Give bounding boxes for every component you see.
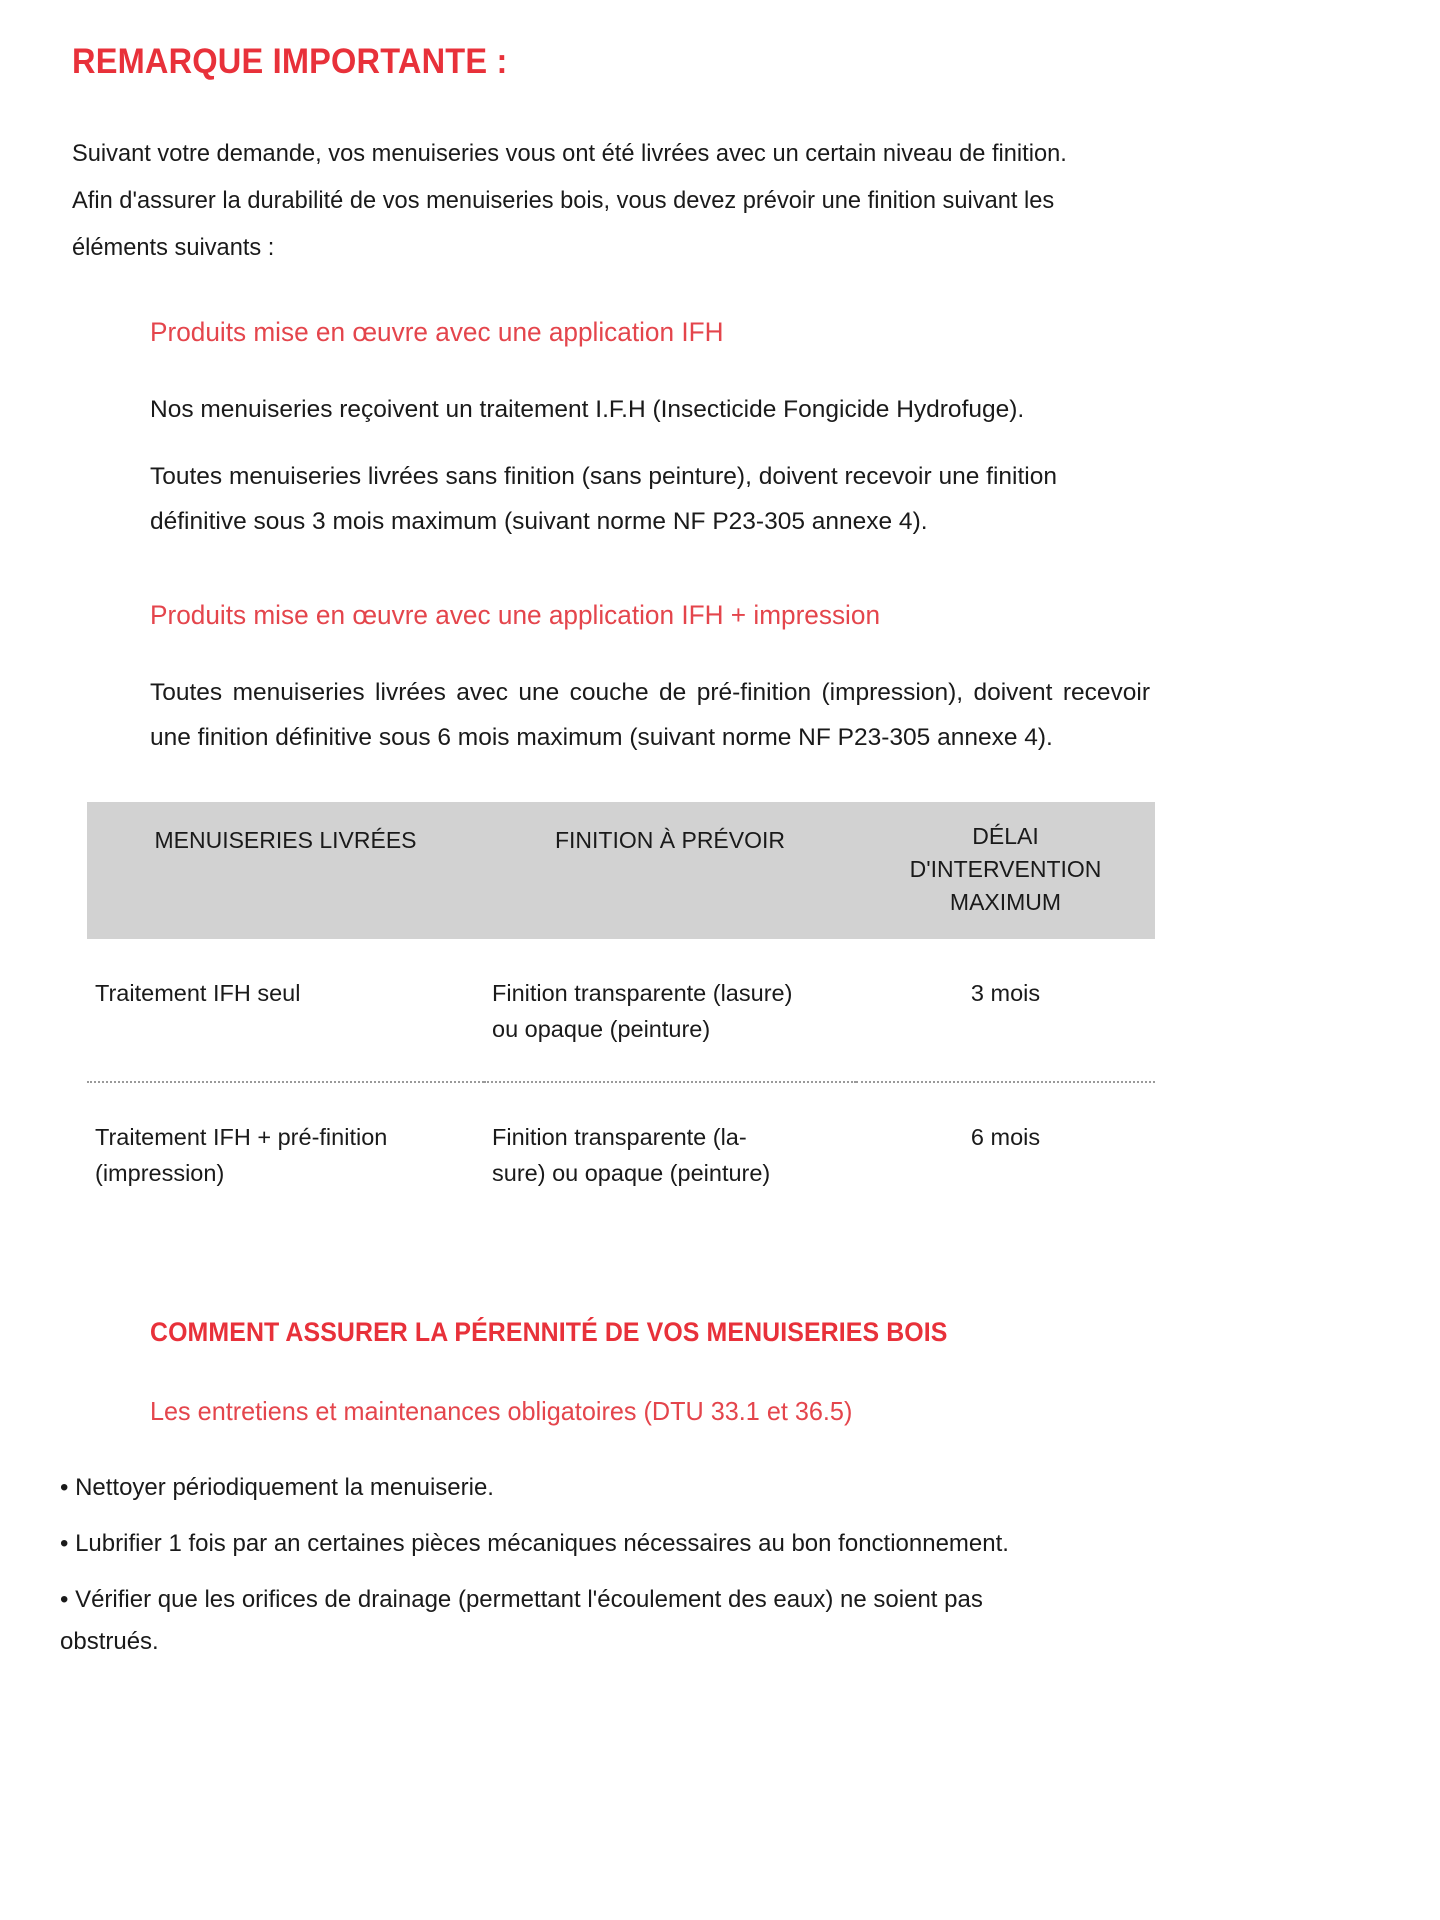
table-row <box>87 939 1155 1082</box>
section-heading-ifh-impression: Produits mise en œuvre avec une application IFH + impression <box>150 600 881 630</box>
section-subheading-entretiens: Les entretiens et maintenances obligatoires (DTU 33.1 et 36.5) <box>150 1396 853 1426</box>
finition-table <box>87 802 1155 1225</box>
list-item: • Nettoyer périodiquement la menuiserie. <box>60 1474 494 1501</box>
maintenance-bullet-list <box>60 1467 1380 1663</box>
page-title: REMARQUE IMPORTANTE : <box>72 42 508 81</box>
table-body <box>87 939 1155 1225</box>
table-header-row <box>87 802 1155 939</box>
section-heading-perennite: COMMENT ASSURER LA PÉRENNITÉ DE VOS MENUISERIES BOIS <box>150 1317 948 1347</box>
cell-menuiseries <box>87 1082 484 1225</box>
list-item: • Lubrifier 1 fois par an certaines pièces mécaniques nécessaires au bon fonctionnement. <box>60 1530 1009 1557</box>
cell-delai <box>856 939 1155 1082</box>
table-row <box>87 1082 1155 1225</box>
column-header-finition <box>484 802 856 939</box>
cell-delai <box>856 1082 1155 1225</box>
cell-menuiseries <box>87 939 484 1082</box>
cell-menuiseries-line1: Traitement IFH + pré-finition <box>95 1124 388 1150</box>
cell-finition-line2: ou opaque (peinture) <box>492 1016 711 1042</box>
column-header-delai <box>856 802 1155 939</box>
table-header <box>87 802 1155 939</box>
cell-delai-text: 6 mois <box>970 1124 1041 1150</box>
cell-menuiseries-line2: (impression) <box>95 1160 225 1186</box>
ifh-impression-paragraph: Toutes menuiseries livrées avec une couche de pré-finition (impression), doivent recevoir une finition définitive sous 6 mois maximum (suivant norme NF P23-305 annexe 4). <box>150 679 1150 751</box>
cell-finition-line1: Finition transparente (la- <box>492 1124 747 1150</box>
list-item: • Vérifier que les orifices de drainage (permettant l'écoulement des eaux) ne soient pas obstrués. <box>60 1586 983 1655</box>
section-heading-ifh: Produits mise en œuvre avec une application IFH <box>150 317 724 347</box>
intro-paragraph: Suivant votre demande, vos menuiseries vous ont été livrées avec un certain niveau de finition. Afin d'assurer la durabilité de vos menuiseries bois, vous devez prévoir une finition suivant les éléments suivants : <box>72 140 1067 261</box>
column-header-menuiseries-label: MENUISERIES LIVRÉES <box>154 827 417 853</box>
column-header-delai-line3: MAXIMUM <box>949 889 1062 915</box>
column-header-menuiseries <box>87 802 484 939</box>
column-header-finition-label: FINITION À PRÉVOIR <box>554 827 786 853</box>
finition-table-wrapper <box>87 802 1119 1225</box>
cell-finition-line2: sure) ou opaque (peinture) <box>492 1160 771 1186</box>
cell-finition-line1: Finition transparente (lasure) <box>492 980 793 1006</box>
ifh-paragraph-2: Toutes menuiseries livrées sans finition (sans peinture), doivent recevoir une finition définitive sous 3 mois maximum (suivant norme NF P23-305 annexe 4). <box>150 463 1057 535</box>
cell-finition <box>484 1082 856 1225</box>
cell-finition <box>484 939 856 1082</box>
cell-menuiseries-text: Traitement IFH seul <box>95 980 301 1006</box>
ifh-paragraph-1: Nos menuiseries reçoivent un traitement I.F.H (Insecticide Fongicide Hydrofuge). <box>150 396 1025 423</box>
column-header-delai-line2: D'INTERVENTION <box>909 856 1102 882</box>
column-header-delai-line1: DÉLAI <box>972 823 1039 849</box>
cell-delai-text: 3 mois <box>970 980 1041 1006</box>
